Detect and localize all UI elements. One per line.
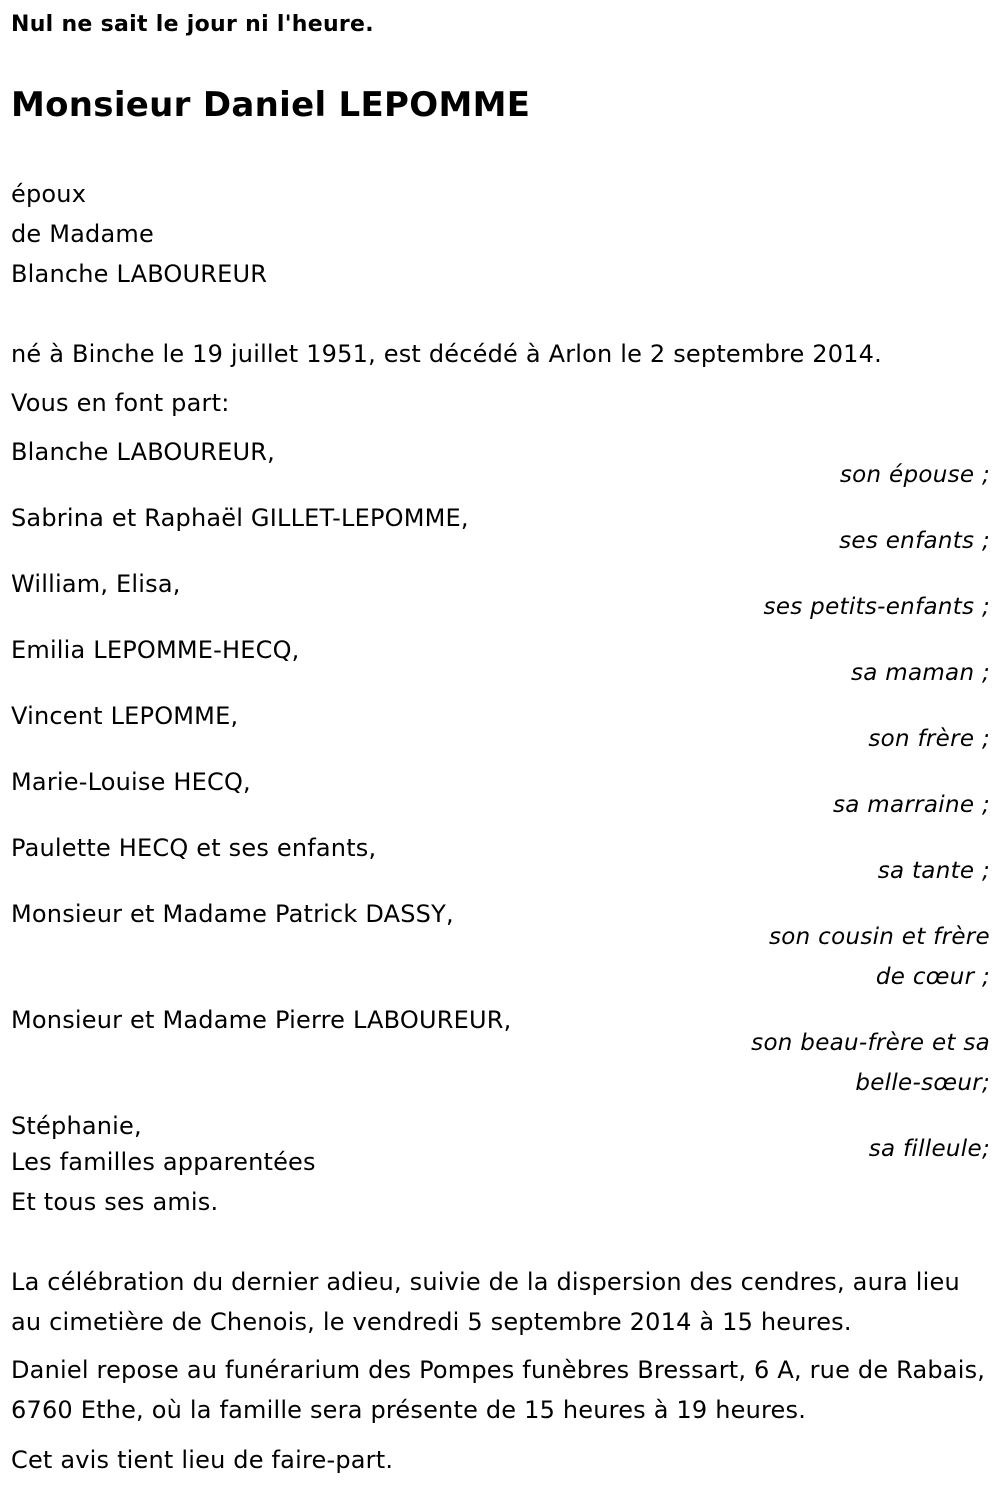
spouse-line: Blanche LABOUREUR	[11, 260, 268, 288]
spouse-line: époux	[11, 180, 87, 208]
spouse-line: de Madame	[11, 220, 154, 248]
relative-entry	[11, 762, 990, 825]
relative-name: Vincent LEPOMME,	[11, 702, 239, 730]
relative-role-line: ses enfants ;	[839, 528, 990, 554]
relative-entry	[11, 1000, 990, 1103]
relative-name: Blanche LABOUREUR,	[11, 438, 276, 466]
relative-role-line: sa marraine ;	[833, 792, 990, 818]
birth-death-line: né à Binche le 19 juillet 1951, est décédé à Arlon le 2 septembre 2014.	[11, 340, 882, 368]
relative-role-line: sa tante ;	[877, 858, 990, 884]
announce-line: Vous en font part:	[11, 389, 230, 417]
relative-role-line: son frère ;	[868, 726, 990, 752]
relative-role-line: son cousin et frère	[769, 924, 990, 950]
relative-role-line: son beau-frère et sa	[751, 1030, 990, 1056]
closing-line: Cet avis tient lieu de faire-part.	[11, 1446, 394, 1474]
relative-name: Emilia LEPOMME-HECQ,	[11, 636, 300, 664]
deceased-name: Monsieur Daniel LEPOMME	[11, 85, 531, 125]
families-line: Les familles apparentées	[11, 1148, 316, 1176]
relative-entry	[11, 828, 990, 891]
relative-role-line: ses petits-enfants ;	[763, 594, 990, 620]
relative-name: Paulette HECQ et ses enfants,	[11, 834, 377, 862]
ceremony-paragraph: La célébration du dernier adieu, suivie de la dispersion des cendres, aura lieu au cimetière de Chenois, le vendredi 5 septembre 2014 à 15 heures.	[11, 1268, 960, 1336]
relative-role-line: son épouse ;	[839, 462, 990, 488]
relative-entry	[11, 564, 990, 627]
relative-entry	[11, 498, 990, 561]
relative-role-line: de cœur ;	[875, 964, 990, 990]
relative-role-line: belle-sœur;	[855, 1070, 990, 1096]
families-block	[11, 1142, 990, 1222]
relative-name: William, Elisa,	[11, 570, 181, 598]
funeral-home-paragraph: Daniel repose au funérarium des Pompes funèbres Bressart, 6 A, rue de Rabais, 6760 Ethe, où la famille sera présente de 15 heures à 19 heures.	[11, 1356, 986, 1424]
relative-name: Marie-Louise HECQ,	[11, 768, 251, 796]
relative-entry	[11, 630, 990, 693]
spouse-block	[11, 174, 990, 294]
relative-entry	[11, 894, 990, 997]
relative-name: Monsieur et Madame Pierre LABOUREUR,	[11, 1006, 512, 1034]
motto: Nul ne sait le jour ni l'heure.	[11, 12, 374, 37]
relative-name: Stéphanie,	[11, 1112, 142, 1140]
relative-role-line: sa filleule;	[868, 1136, 990, 1162]
relative-entry	[11, 696, 990, 759]
relatives-list	[11, 432, 990, 1172]
relative-entry	[11, 432, 990, 495]
families-line: Et tous ses amis.	[11, 1188, 219, 1216]
relative-name: Sabrina et Raphaël GILLET-LEPOMME,	[11, 504, 469, 532]
relative-name: Monsieur et Madame Patrick DASSY,	[11, 900, 454, 928]
relative-role-line: sa maman ;	[850, 660, 990, 686]
